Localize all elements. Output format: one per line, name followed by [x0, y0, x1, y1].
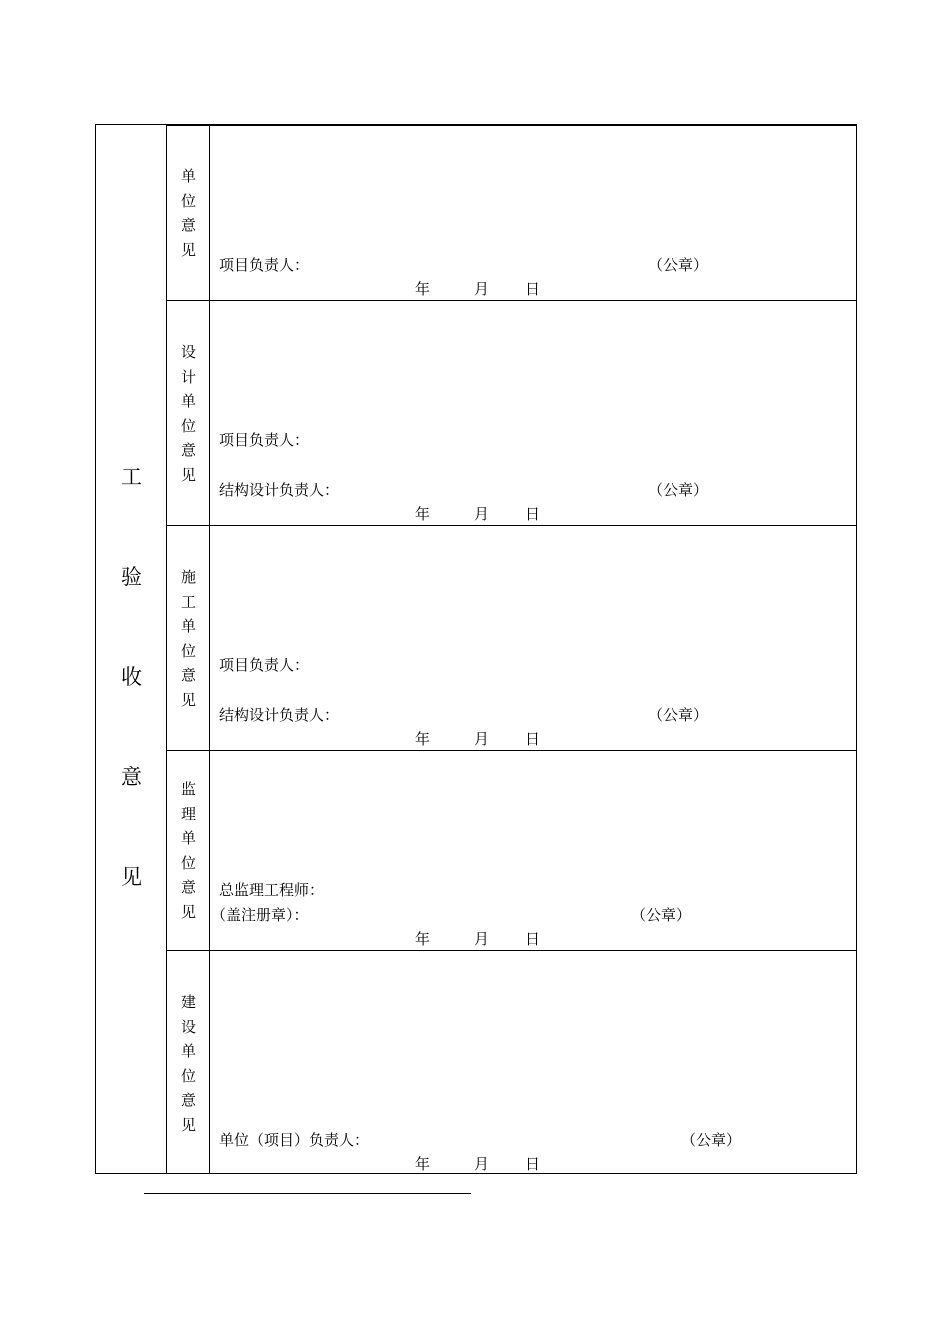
person-label: 项目负责人： [219, 656, 310, 674]
section-design-unit-opinion [167, 300, 856, 525]
opinion-content[interactable] [210, 951, 856, 1173]
main-label-char: 验 [121, 565, 142, 589]
section-supervision-unit-opinion [167, 750, 856, 950]
person-label: 项目负责人： [219, 431, 310, 449]
date-day: 日 [525, 1155, 541, 1173]
date-day: 日 [525, 730, 541, 748]
date-day: 日 [525, 930, 541, 948]
seal-label: （公章） [648, 481, 709, 499]
date-year: 年 [415, 280, 431, 298]
section-label: 监 理 单 位 意 见 [180, 780, 196, 921]
date-month: 月 [474, 280, 490, 298]
opinion-content[interactable] [210, 526, 856, 750]
section-label-cell [167, 751, 210, 950]
opinion-content[interactable] [210, 751, 856, 950]
opinion-content[interactable] [210, 126, 856, 300]
main-label-char: 意 [121, 765, 142, 789]
section-label: 施 工 单 位 意 见 [180, 568, 196, 709]
seal-label: （公章） [648, 256, 709, 274]
person-label: 结构设计负责人： [219, 481, 340, 499]
date-year: 年 [415, 1155, 431, 1173]
seal-label: （公章） [648, 706, 709, 724]
acceptance-opinion-table [95, 124, 857, 1174]
date-month: 月 [474, 505, 490, 523]
section-label: 设 计 单 位 意 见 [180, 343, 196, 484]
person-label: 总监理工程师： [219, 881, 325, 899]
date-year: 年 [415, 505, 431, 523]
main-label-char: 收 [121, 665, 142, 689]
main-label-char: 工 [121, 465, 142, 489]
section-label: 建 设 单 位 意 见 [180, 993, 196, 1134]
main-label-char: 见 [121, 865, 142, 889]
date-month: 月 [474, 730, 490, 748]
date-year: 年 [415, 730, 431, 748]
section-owner-unit-opinion [167, 950, 856, 1173]
main-label-column [96, 125, 167, 1173]
opinion-content[interactable] [210, 301, 856, 525]
section-label: 单 位 意 见 [180, 167, 196, 259]
section-construction-unit-opinion [167, 525, 856, 750]
section-label-cell [167, 951, 210, 1173]
person-label: （盖注册章）： [211, 906, 309, 924]
date-day: 日 [525, 280, 541, 298]
date-month: 月 [474, 930, 490, 948]
date-day: 日 [525, 505, 541, 523]
section-label-cell [167, 126, 210, 300]
section-label-cell [167, 526, 210, 750]
person-label: 项目负责人： [219, 256, 310, 274]
footnote-separator [144, 1193, 471, 1194]
section-label-cell [167, 301, 210, 525]
seal-label: （公章） [681, 1131, 742, 1149]
seal-label: （公章） [631, 906, 692, 924]
section-unit-opinion [167, 125, 856, 300]
person-label: 单位（项目）负责人： [219, 1131, 370, 1149]
person-label: 结构设计负责人： [219, 706, 340, 724]
date-year: 年 [415, 930, 431, 948]
date-month: 月 [474, 1155, 490, 1173]
